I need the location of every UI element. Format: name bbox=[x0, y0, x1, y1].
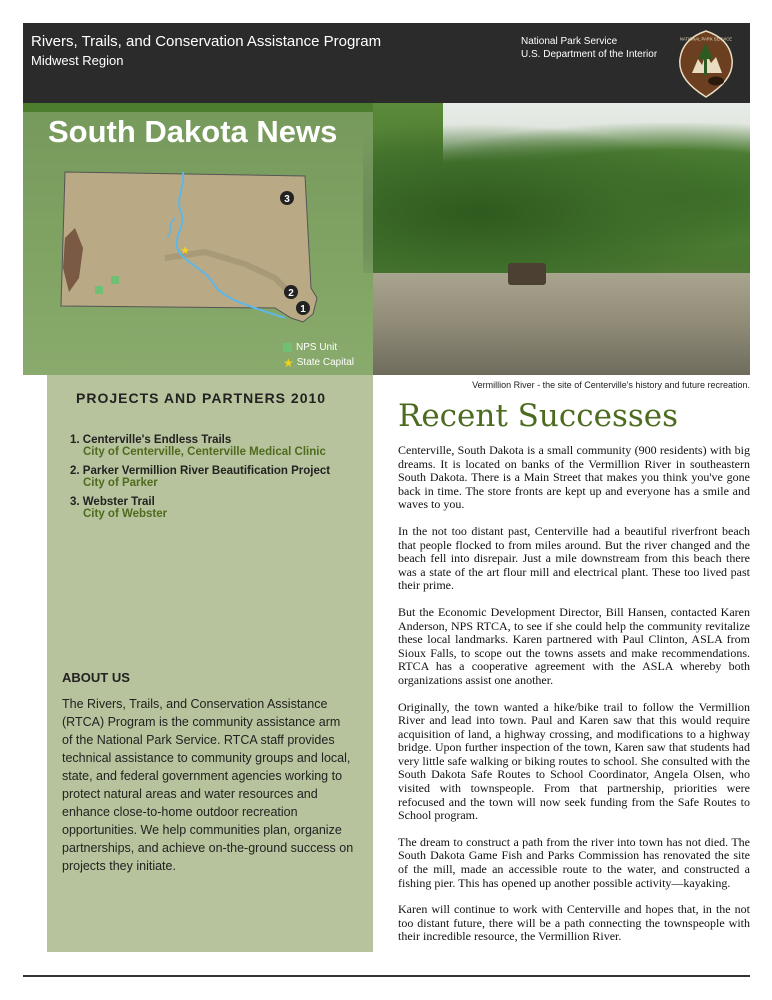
map-marker-2 bbox=[284, 285, 298, 299]
map-marker-1 bbox=[296, 301, 310, 315]
article-paragraph: In the not too distant past, Centerville had a beautiful riverfront beach that people flocked to from miles around. But the river changed and the beach fell into disrepair. Just a mile downstream from this beach there was a state of the art flour mill and electrical plant. These too lived past their prime. bbox=[398, 523, 750, 593]
projects-heading: PROJECTS AND PARTNERS 2010 bbox=[76, 390, 327, 406]
about-text: The Rivers, Trails, and Conservation Assistance (RTCA) Program is the community assistance arm of the National Park Service. RTCA staff provides technical assistance to community groups and local, state, and federal government agencies working to protect natural areas and water resources and enhance close-to-home outdoor recreation opportunities. We help communities plan, organize partnerships, and achieve on-the-ground success on projects they initiate. bbox=[62, 697, 354, 873]
article-paragraph: Centerville, South Dakota is a small community (900 residents) with big dreams. It is located on banks of the Vermillion River in southeastern South Dakota. There is a Main Street that makes you think you've gone back in time. The store fronts are kept up and everyone has a smile and waves to you. bbox=[398, 443, 750, 512]
project-partner: City of Centerville, Centerville Medical Clinic bbox=[83, 446, 326, 458]
article-headline: Recent Successes bbox=[398, 398, 679, 434]
project-item bbox=[70, 496, 360, 520]
footer-rule bbox=[23, 975, 750, 977]
article-paragraph: But the Economic Development Director, Bill Hansen, contacted Karen Anderson, NPS RTCA, to see if she could help the community revitalize these local landmarks. Karen partnered with Paul Clinton, ASLA from Sioux Falls, to scope out the towns assets and make recommendations. RTCA has a cooperative agreement with the ASLA whereby both organizations assist one another. bbox=[398, 604, 750, 687]
project-name: 2. Parker Vermillion River Beautification Project bbox=[70, 465, 331, 477]
region-label: Midwest Region bbox=[31, 53, 124, 68]
south-dakota-map bbox=[55, 168, 320, 328]
svg-text:NATIONAL PARK SERVICE: NATIONAL PARK SERVICE bbox=[679, 36, 733, 42]
nps-unit-swatch-icon bbox=[283, 343, 292, 352]
project-name: 3. Webster Trail bbox=[70, 496, 155, 508]
article-paragraph: The dream to construct a path from the river into town has not died. The South Dakota Game Fish and Parks Commission has renovated the site of the mill, made an accessible route to the water, and constructed a fishing pier. This has opened up another possible activity—kayaking. bbox=[398, 834, 750, 890]
article-paragraph: Originally, the town wanted a hike/bike trail to follow the Vermillion River and lead into town. Paul and Karen saw that this would require acquisition of land, a highway crossing, and modifications to a highway bridge. Upon further inspection of the town, Karen saw that students had very little safe walking or biking routes to school. She consulted with the South Dakota Safe Routes to School Coordinator, Angela Olsen, who visited with townspeople. From that partnership, priorities were refocused and the town will now seek funding from the Safe Routes to School program. bbox=[398, 699, 750, 823]
projects-list bbox=[70, 434, 360, 527]
department-name: U.S. Department of the Interior bbox=[521, 49, 658, 60]
star-icon: ★ bbox=[283, 355, 294, 370]
svg-text:3: 3 bbox=[284, 194, 290, 205]
legend-state-capital: State Capital bbox=[296, 357, 355, 368]
svg-text:1: 1 bbox=[300, 304, 306, 315]
project-partner: City of Webster bbox=[83, 508, 168, 520]
about-heading: ABOUT US bbox=[62, 670, 130, 685]
program-title: Rivers, Trails, and Conservation Assistance Program bbox=[31, 33, 382, 50]
nps-arrowhead-logo bbox=[678, 29, 734, 99]
newsletter-title: South Dakota News bbox=[48, 114, 338, 149]
article-body bbox=[398, 444, 750, 957]
svg-text:2: 2 bbox=[288, 288, 294, 299]
map-marker-3 bbox=[280, 191, 294, 205]
photo-caption: Vermillion River - the site of Centerville's history and future recreation. bbox=[472, 380, 750, 390]
svg-text:★: ★ bbox=[180, 244, 190, 257]
project-item bbox=[70, 465, 360, 489]
project-name: 1. Centerville's Endless Trails bbox=[70, 434, 232, 446]
header-banner bbox=[23, 23, 750, 103]
article-paragraph: Karen will continue to work with Centerville and hopes that, in the not too distant future, there will be a path connecting the townspeople with their incredible resource, the Vermillion River. bbox=[398, 902, 750, 944]
project-partner: City of Parker bbox=[83, 477, 158, 489]
agency-name: National Park Service bbox=[521, 36, 618, 47]
legend-nps-unit: NPS Unit bbox=[296, 342, 338, 353]
map-legend bbox=[283, 340, 354, 370]
project-item bbox=[70, 434, 360, 458]
